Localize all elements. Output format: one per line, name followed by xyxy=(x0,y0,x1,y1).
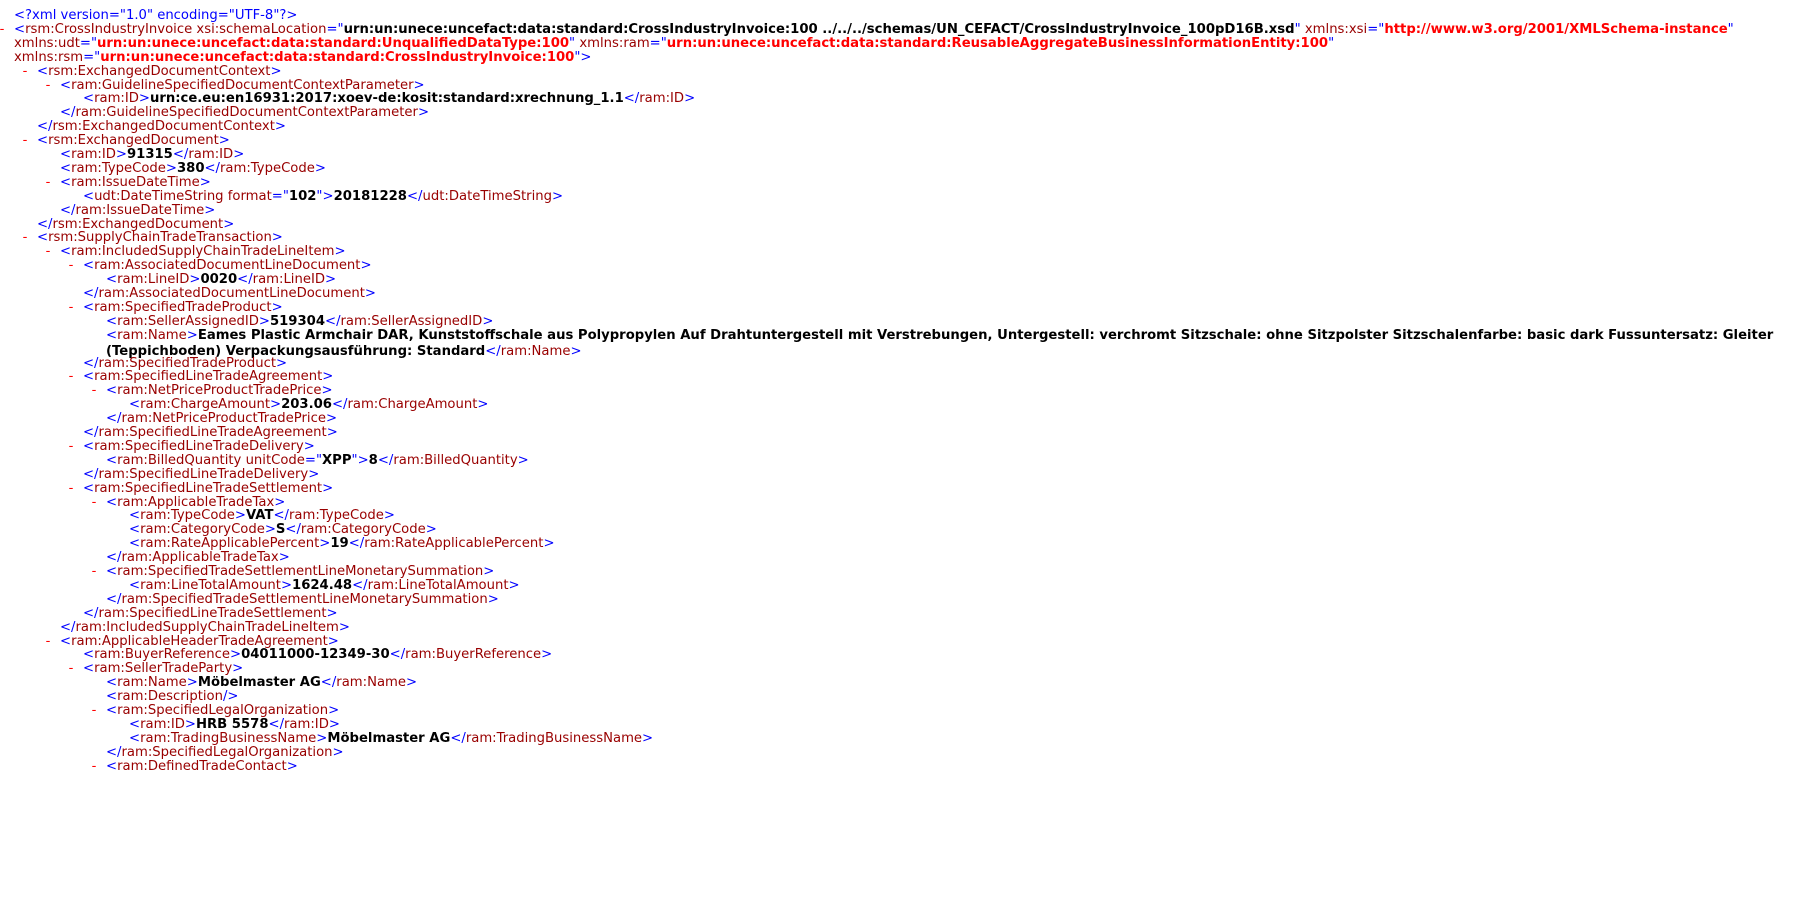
punct: > xyxy=(223,216,235,232)
punct: > xyxy=(138,91,150,107)
punct: < xyxy=(83,480,95,496)
element-tag: ram:LineTotalAmount xyxy=(140,577,281,593)
punct: > xyxy=(326,605,338,621)
collapse-toggle-icon[interactable]: - xyxy=(22,133,28,149)
punct: > xyxy=(425,522,437,538)
punct: </ xyxy=(348,536,365,552)
element-tag: ram:ID xyxy=(639,91,685,107)
attribute-value: XPP xyxy=(322,452,352,468)
attribute-value: urn:un:unece:uncefact:data:standard:CrossIndustryInvoice:100 xyxy=(100,49,575,65)
element-tag: ram:DefinedTradeContact xyxy=(117,758,287,774)
element-tag: ram:NetPriceProductTradePrice xyxy=(117,383,322,399)
element-tag: ram:TypeCode xyxy=(288,508,384,524)
punct: </ xyxy=(83,466,99,482)
element-tag: ram:ApplicableHeaderTradeAgreement xyxy=(71,633,328,649)
punct: > xyxy=(508,577,520,593)
punct: =" xyxy=(83,49,101,65)
collapse-toggle-icon[interactable]: - xyxy=(45,633,51,649)
collapse-toggle-icon[interactable]: - xyxy=(45,174,51,190)
element-tag: ram:IncludedSupplyChainTradeLineItem xyxy=(71,244,335,260)
element-tag: ram:SpecifiedLegalOrganization xyxy=(121,744,333,760)
punct: > xyxy=(278,550,290,566)
punct: > xyxy=(325,272,337,288)
punct: " xyxy=(351,452,358,468)
element-tag: rsm:SupplyChainTradeTransaction xyxy=(48,230,272,246)
element-tag: udt:DateTimeString xyxy=(422,188,552,204)
punct: " xyxy=(1328,35,1335,51)
punct: > xyxy=(487,591,499,607)
element-tag: ram:BuyerReference xyxy=(94,647,231,663)
element-tag: ram:SpecifiedTradeSettlementLineMonetarySummation xyxy=(117,564,484,579)
punct: > xyxy=(165,160,177,176)
punct: > xyxy=(551,188,564,204)
element-tag: rsm:ExchangedDocument xyxy=(48,133,219,149)
attribute-name: unitCode xyxy=(245,452,305,468)
collapse-toggle-icon[interactable]: - xyxy=(68,299,74,315)
punct: < xyxy=(129,522,141,538)
punct: =" xyxy=(271,188,289,204)
punct: > xyxy=(319,536,331,552)
element-tag: ram:ChargeAmount xyxy=(140,397,270,413)
element-tag: ram:IssueDateTime xyxy=(71,174,200,190)
collapse-toggle-icon[interactable]: - xyxy=(45,244,51,260)
punct: > xyxy=(308,466,320,482)
punct: </ xyxy=(485,343,501,359)
punct: < xyxy=(83,188,95,204)
punct: < xyxy=(106,452,118,468)
punct: < xyxy=(106,383,118,399)
element-tag: ram:ID xyxy=(94,91,139,107)
punct: " xyxy=(316,188,323,204)
collapse-toggle-icon[interactable]: - xyxy=(91,494,97,510)
element-value: VAT xyxy=(245,508,274,524)
collapse-toggle-icon[interactable]: - xyxy=(91,703,97,718)
element-value: HRB 5578 xyxy=(195,716,269,732)
element-tag: ram:TypeCode xyxy=(220,160,315,176)
punct: > xyxy=(517,452,529,468)
punct: > xyxy=(314,160,326,176)
element-tag: ram:CategoryCode xyxy=(140,522,265,538)
punct: < xyxy=(106,327,118,343)
punct: < xyxy=(60,77,72,93)
element-tag: rsm:ExchangedDocument xyxy=(52,216,224,232)
punct: > xyxy=(357,452,369,468)
punct: </ xyxy=(60,202,76,218)
punct: =" xyxy=(326,21,344,37)
collapse-toggle-icon[interactable]: - xyxy=(45,77,51,93)
element-tag: ram:SpecifiedTradeSettlementLineMonetarySummation xyxy=(121,591,488,607)
punct: " xyxy=(569,35,576,51)
attribute-name: format xyxy=(227,188,272,204)
punct: > xyxy=(383,508,395,524)
punct: > xyxy=(270,63,282,79)
punct: </ xyxy=(389,647,406,663)
punct: < xyxy=(129,577,141,593)
element-value: urn:ce.eu:en16931:2017:xoev-de:kosit:standard:xrechnung_1.1 xyxy=(149,91,624,107)
element-tag: ram:TypeCode xyxy=(140,508,235,524)
punct: </ xyxy=(83,425,99,440)
element-tag: ram:BuyerReference xyxy=(405,647,542,663)
attribute-value: 102 xyxy=(288,188,317,204)
punct: > xyxy=(303,438,315,454)
element-tag: ram:CategoryCode xyxy=(300,522,426,538)
punct: < xyxy=(83,299,95,315)
punct: </ xyxy=(331,397,348,413)
collapse-toggle-icon[interactable]: - xyxy=(68,661,74,677)
punct: </ xyxy=(237,272,253,288)
element-tag: ram:Name xyxy=(117,675,187,691)
element-tag: ram:SpecifiedLegalOrganization xyxy=(117,703,329,718)
punct: < xyxy=(129,716,141,732)
collapse-toggle-icon[interactable]: - xyxy=(91,758,97,774)
punct: > xyxy=(321,383,333,399)
element-tag: ram:SpecifiedLineTradeSettlement xyxy=(98,605,327,621)
punct: > xyxy=(232,661,244,677)
punct: > xyxy=(364,286,376,301)
element-tag: ram:SellerTradeParty xyxy=(94,661,233,677)
element-tag: ram:BilledQuantity xyxy=(117,452,242,468)
element-value: S xyxy=(275,522,286,538)
element-value: Eames Plastic Armchair DAR, Kunststoffschale aus Polypropylen Auf Drahtuntergestell mit Verstrebungen, Untergestell: verchromt Sitzschale: ohne Sitzpolster Sitzschalenfarbe: basic dark Fussuntersatz: Gleiter (Teppichboden) Verpackungsausführung: Standard xyxy=(106,327,1774,359)
punct: =" xyxy=(304,452,323,468)
punct: </ xyxy=(285,522,301,538)
punct: > xyxy=(328,716,340,732)
element-tag: ram:ID xyxy=(284,716,329,732)
element-tag: ram:SpecifiedTradeProduct xyxy=(98,355,277,371)
punct: < xyxy=(60,244,72,260)
punct: </ xyxy=(106,591,122,607)
punct: </ xyxy=(37,216,53,232)
punct: > xyxy=(280,577,293,593)
attribute-value: urn:un:unece:uncefact:data:standard:UnqualifiedDataType:100 xyxy=(97,35,570,51)
punct: > xyxy=(328,703,340,718)
punct: > xyxy=(642,730,654,746)
punct: < xyxy=(83,647,95,663)
collapse-toggle-icon[interactable]: - xyxy=(91,564,97,579)
element-tag: ram:GuidelineSpecifiedDocumentContextParameter xyxy=(71,77,414,93)
punct: > xyxy=(316,730,328,746)
punct: > xyxy=(338,619,350,635)
punct: > xyxy=(477,397,489,413)
element-value: 519304 xyxy=(269,313,326,329)
punct: < xyxy=(106,675,118,691)
element-tag: ram:SpecifiedTradeProduct xyxy=(94,299,272,315)
punct: < xyxy=(60,160,72,176)
element-tag: ram:LineID xyxy=(252,272,325,288)
punct: > xyxy=(274,119,286,135)
element-tag: ram:SpecifiedLineTradeAgreement xyxy=(94,369,323,385)
element-tag: rsm:ExchangedDocumentContext xyxy=(48,63,271,79)
element-tag: ram:ID xyxy=(140,716,185,732)
punct: </ xyxy=(60,105,76,121)
punct: </ xyxy=(204,160,220,176)
punct: < xyxy=(83,661,95,677)
punct: < xyxy=(106,494,118,510)
element-tag: rsm:ExchangedDocumentContext xyxy=(52,119,275,135)
punct: > xyxy=(274,494,286,510)
punct: < xyxy=(106,313,118,329)
punct: > xyxy=(218,133,230,149)
punct: > xyxy=(405,675,418,691)
punct: < xyxy=(83,369,95,385)
punct: > xyxy=(483,564,495,579)
element-tag: ram:GuidelineSpecifiedDocumentContextParameter xyxy=(75,105,418,121)
punct: < xyxy=(83,258,95,274)
attribute-value: urn:un:unece:uncefact:data:standard:CrossIndustryInvoice:100 ../../../schemas/UN_CEFACT/CrossIndustryInvoice_100pD16B.xsd xyxy=(343,21,1295,37)
element-tag: ram:Name xyxy=(500,343,571,359)
punct: > xyxy=(276,355,288,371)
punct: < xyxy=(37,63,49,79)
element-tag: ram:Name xyxy=(336,675,406,691)
element-tag: ram:IssueDateTime xyxy=(75,202,205,218)
punct: > xyxy=(271,299,283,315)
punct: =" xyxy=(79,35,98,51)
element-tag: ram:TypeCode xyxy=(71,160,166,176)
element-tag: ram:LineID xyxy=(117,272,190,288)
element-value: 04011000-12349-30 xyxy=(241,647,390,663)
punct: </ xyxy=(106,744,122,760)
element-value: 91315 xyxy=(126,147,173,162)
punct: > xyxy=(482,313,494,329)
punct: > xyxy=(570,343,582,359)
punct: </ xyxy=(83,355,99,371)
element-tag: ram:SpecifiedLineTradeDelivery xyxy=(94,438,304,454)
attribute-name: xmlns:rsm xyxy=(14,49,84,65)
attribute-value: urn:un:unece:uncefact:data:standard:ReusableAggregateBusinessInformationEntity:100 xyxy=(666,35,1329,51)
collapse-toggle-icon[interactable]: - xyxy=(22,230,28,246)
punct: </ xyxy=(106,550,122,566)
punct: /> xyxy=(222,689,239,705)
element-tag: ram:IncludedSupplyChainTradeLineItem xyxy=(75,619,339,635)
attribute-name: xsi:schemaLocation xyxy=(196,21,327,37)
punct: </ xyxy=(83,286,99,301)
element-tag: ram:Description xyxy=(117,689,223,705)
punct: =" xyxy=(1367,21,1385,37)
punct: > xyxy=(234,508,246,524)
punct: </ xyxy=(325,313,341,329)
element-tag: ram:TradingBusinessName xyxy=(465,730,643,746)
punct: < xyxy=(129,730,141,746)
punct: " xyxy=(574,49,581,65)
element-value: Möbelmaster AG xyxy=(327,730,451,746)
punct: > xyxy=(115,147,127,162)
punct: > xyxy=(360,258,372,274)
punct: </ xyxy=(377,452,394,468)
element-tag: ram:RateApplicablePercent xyxy=(140,536,320,552)
element-tag: rsm:CrossIndustryInvoice xyxy=(25,21,193,37)
punct: < xyxy=(129,536,141,552)
punct: > xyxy=(233,147,245,162)
element-tag: ram:Name xyxy=(117,327,187,343)
punct: </ xyxy=(320,675,337,691)
collapse-toggle-icon[interactable]: - xyxy=(22,63,28,79)
punct: > xyxy=(270,397,282,413)
element-value: 203.06 xyxy=(281,397,332,413)
punct: > xyxy=(327,633,339,649)
punct: > xyxy=(580,49,592,65)
punct: </ xyxy=(450,730,466,746)
collapse-toggle-icon[interactable]: - xyxy=(68,438,74,454)
punct: > xyxy=(230,647,242,663)
punct: </ xyxy=(352,577,368,593)
punct: < xyxy=(60,147,72,162)
punct: > xyxy=(271,230,283,246)
collapse-toggle-icon[interactable]: - xyxy=(91,383,97,399)
punct: > xyxy=(258,313,270,329)
collapse-toggle-icon[interactable]: - xyxy=(68,369,74,385)
element-tag: ram:ID xyxy=(71,147,116,162)
punct: < xyxy=(106,703,118,718)
collapse-toggle-icon[interactable]: - xyxy=(68,258,74,274)
punct: </ xyxy=(37,119,53,135)
element-tag: ram:RateApplicablePercent xyxy=(364,536,544,552)
element-value: 0020 xyxy=(200,272,238,288)
element-tag: ram:ApplicableTradeTax xyxy=(117,494,275,510)
punct: > xyxy=(186,675,198,691)
element-tag: ram:SpecifiedLineTradeSettlement xyxy=(94,480,323,496)
punct: < xyxy=(83,438,95,454)
punct: " xyxy=(1294,21,1301,37)
punct: </ xyxy=(268,716,285,732)
element-tag: ram:ChargeAmount xyxy=(347,397,478,413)
element-tag: ram:SellerAssignedID xyxy=(340,313,483,329)
punct: < xyxy=(106,758,118,774)
punct: =" xyxy=(649,35,667,51)
punct: > xyxy=(322,480,334,496)
element-tag: ram:AssociatedDocumentLineDocument xyxy=(98,286,365,301)
element-tag: ram:SpecifiedLineTradeAgreement xyxy=(98,425,327,440)
xml-declaration: <?xml version="1.0" encoding="UTF-8"?> xyxy=(14,8,298,23)
collapse-toggle-icon[interactable]: - xyxy=(68,480,74,496)
punct: > xyxy=(543,536,555,552)
element-value: 19 xyxy=(330,536,349,552)
punct: " xyxy=(1727,21,1734,37)
punct: > xyxy=(199,174,211,190)
element-tag: ram:BilledQuantity xyxy=(393,452,518,468)
punct: </ xyxy=(273,508,289,524)
element-tag: ram:ID xyxy=(188,147,234,162)
element-tag: ram:TradingBusinessName xyxy=(140,730,317,746)
punct: > xyxy=(264,522,276,538)
element-tag: ram:AssociatedDocumentLineDocument xyxy=(94,258,361,274)
element-value: Möbelmaster AG xyxy=(197,675,321,691)
punct: </ xyxy=(60,619,76,635)
element-tag: ram:ApplicableTradeTax xyxy=(121,550,279,566)
punct: < xyxy=(129,397,141,413)
element-tag: ram:SpecifiedLineTradeDelivery xyxy=(98,466,309,482)
punct: > xyxy=(417,105,430,121)
attribute-name: xmlns:ram xyxy=(579,35,650,51)
attribute-name: xmlns:udt xyxy=(14,35,80,51)
punct: > xyxy=(286,758,298,774)
element-value: 1624.48 xyxy=(292,577,353,593)
punct: </ xyxy=(623,91,640,107)
punct: < xyxy=(106,564,118,579)
punct: > xyxy=(322,188,334,204)
punct: > xyxy=(541,647,553,663)
punct: > xyxy=(326,425,338,440)
punct: < xyxy=(37,230,49,246)
punct: < xyxy=(106,272,118,288)
punct: > xyxy=(334,244,346,260)
attribute-name: xmlns:xsi xyxy=(1304,21,1368,37)
element-value: 380 xyxy=(176,160,205,176)
punct: < xyxy=(37,133,49,149)
punct: > xyxy=(204,202,216,218)
element-value: 20181228 xyxy=(333,188,407,204)
xml-line xyxy=(0,759,1818,775)
punct: < xyxy=(129,508,141,524)
punct: < xyxy=(60,174,72,190)
punct: > xyxy=(684,91,696,107)
punct: < xyxy=(83,91,95,107)
element-tag: udt:DateTimeString xyxy=(94,188,224,204)
punct: > xyxy=(322,369,334,385)
element-tag: ram:LineTotalAmount xyxy=(367,577,509,593)
punct: < xyxy=(106,689,118,705)
punct: > xyxy=(325,411,338,427)
punct: </ xyxy=(106,411,122,427)
collapse-toggle-icon[interactable]: - xyxy=(0,21,5,37)
punct: > xyxy=(184,716,196,732)
punct: </ xyxy=(406,188,423,204)
element-tag: ram:SellerAssignedID xyxy=(117,313,259,329)
punct: > xyxy=(189,272,201,288)
punct: > xyxy=(332,744,344,760)
attribute-value: http://www.w3.org/2001/XMLSchema-instance xyxy=(1384,21,1728,37)
punct: < xyxy=(60,633,72,649)
punct: </ xyxy=(83,605,99,621)
punct: > xyxy=(413,77,425,93)
element-value: 8 xyxy=(368,452,378,468)
punct: </ xyxy=(172,147,189,162)
element-tag: ram:NetPriceProductTradePrice xyxy=(121,411,326,427)
punct: < xyxy=(14,21,26,37)
punct: > xyxy=(186,327,198,343)
